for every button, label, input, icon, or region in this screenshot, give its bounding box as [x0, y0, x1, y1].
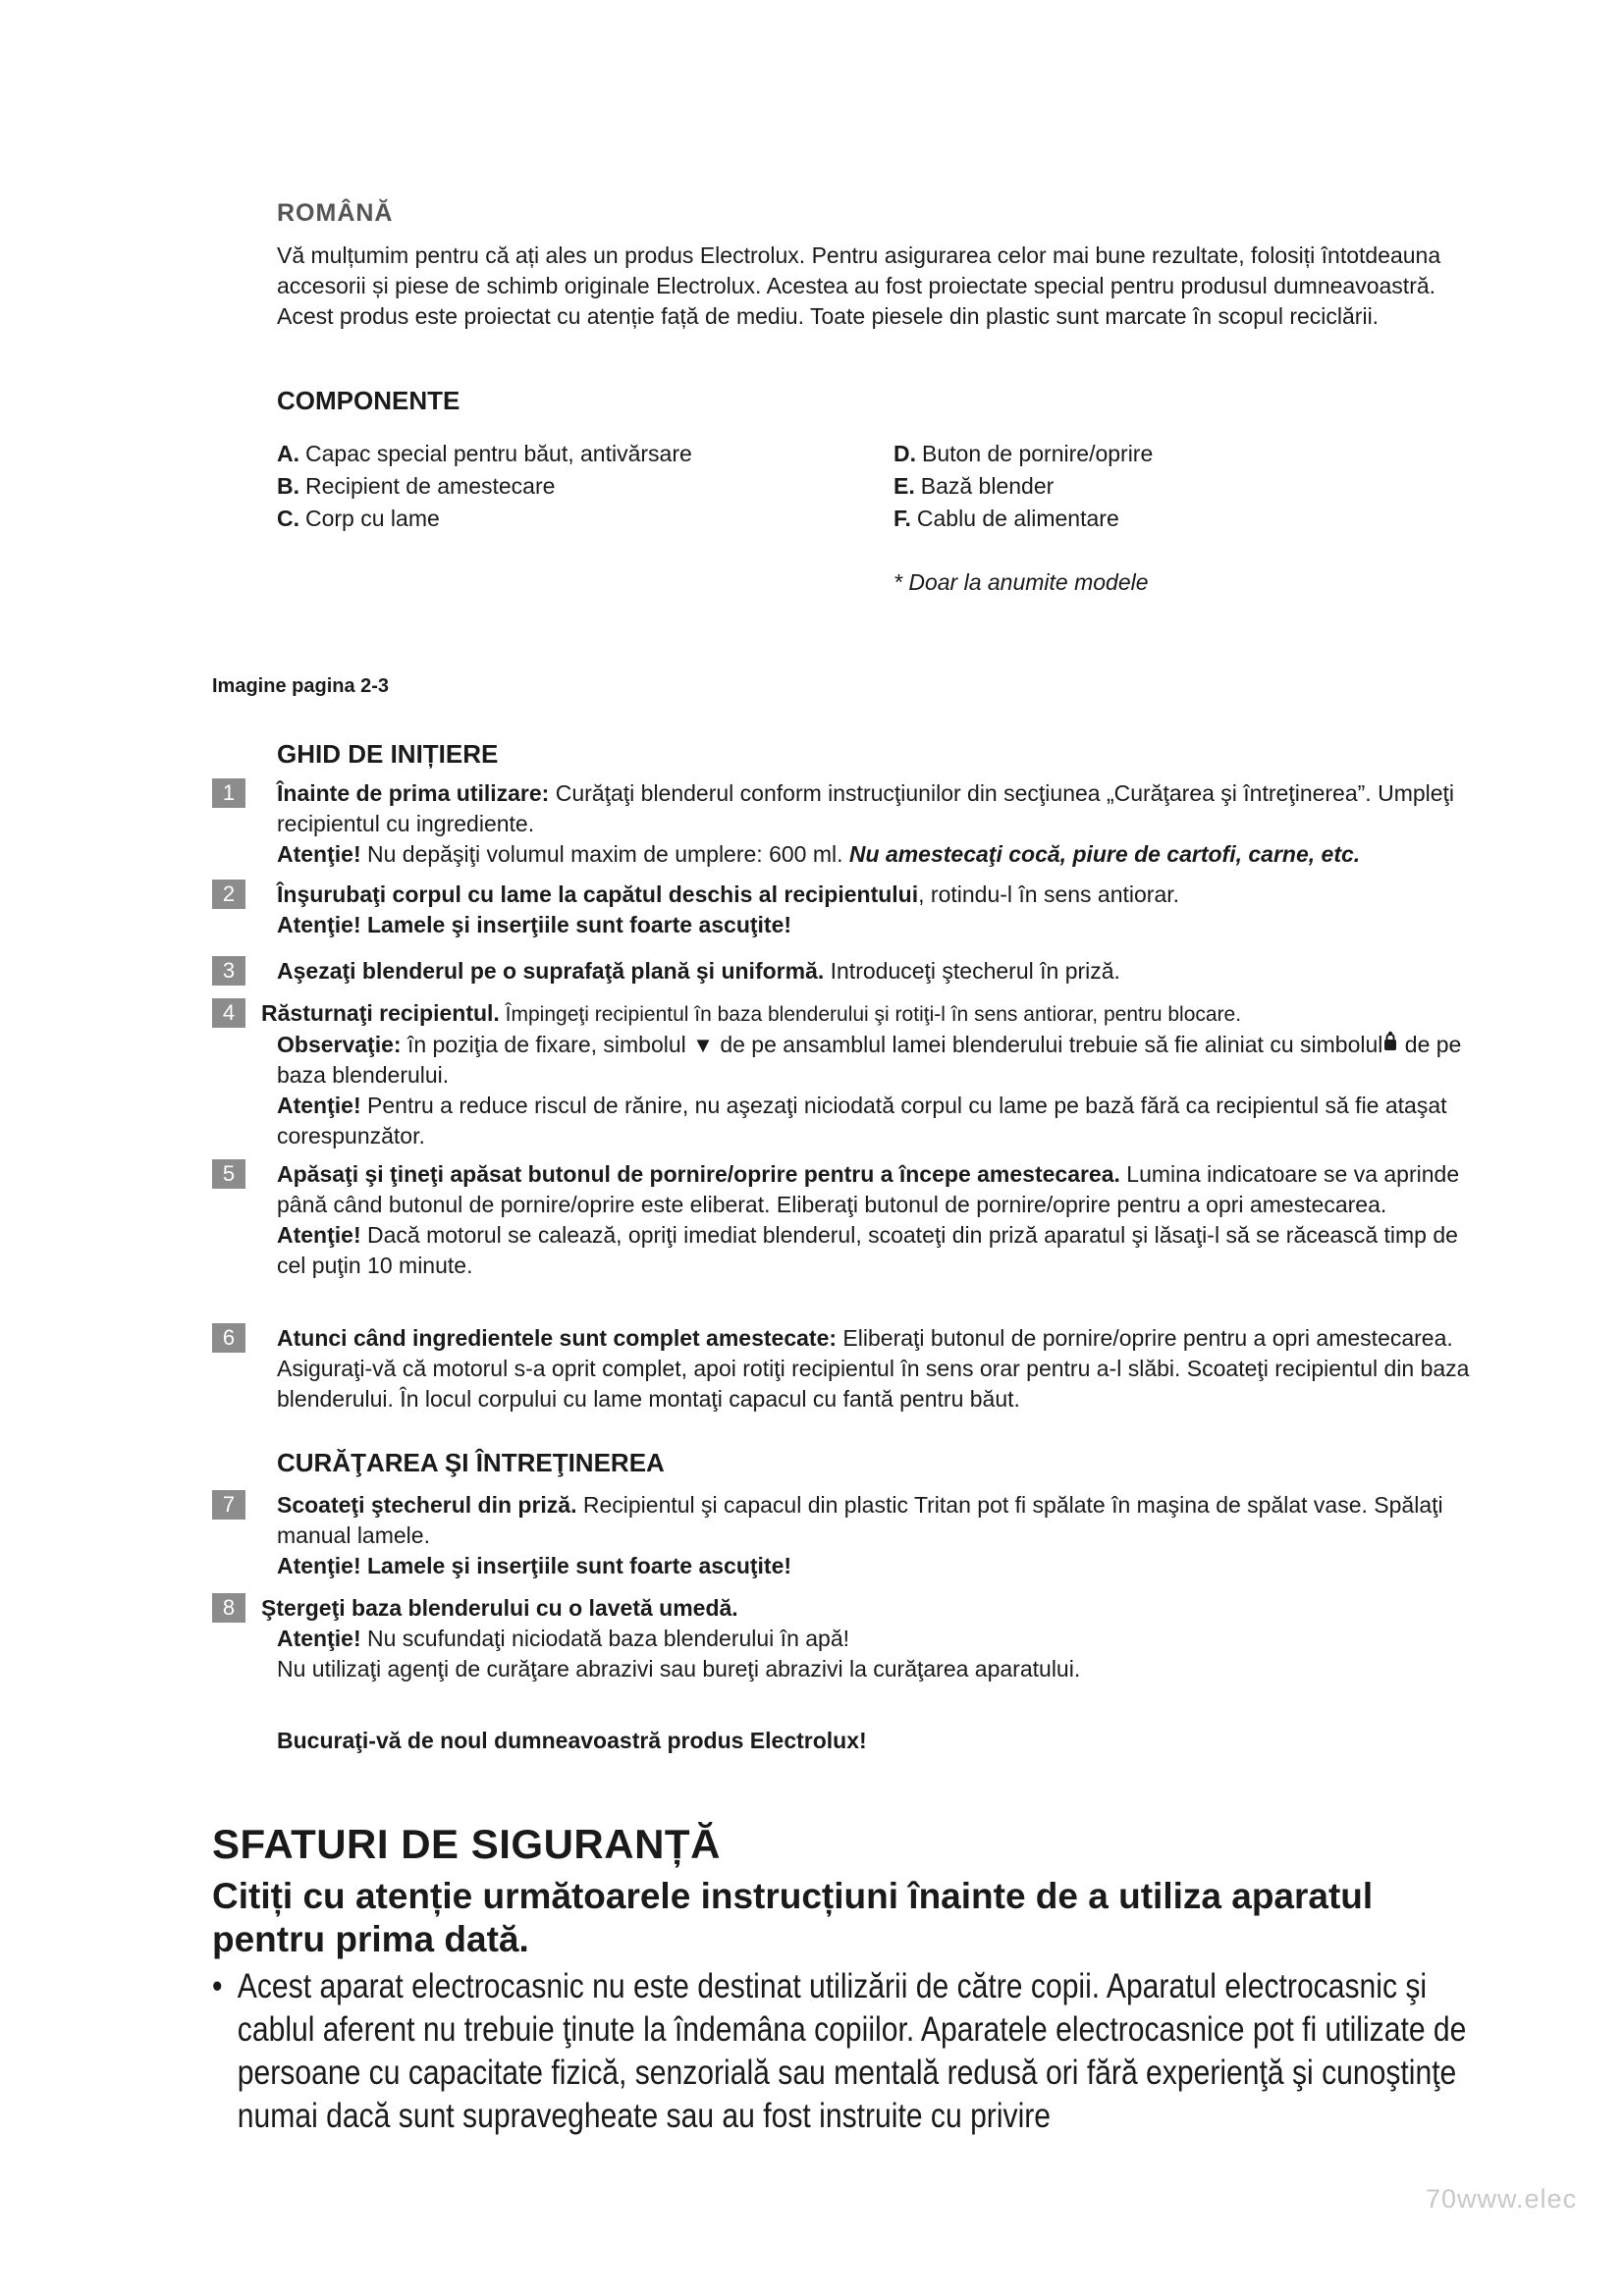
step-text: Răsturnaţi recipientul. Împingeţi recipientul în baza blenderului şi rotiţi-l în sens antiorar, pentru blocare. Observaţie: în poziţia de fixare, simbolul ▼ de pe ansamblul lamei blenderului trebuie să fie aliniat cu simbolul de pe baza blenderului. Atenţie! Pentru a reduce riscul de rănire, nu aşezaţi niciodată corpul cu lame pe bază fără ca recipientul să fie ataşat corespunzător. [261, 1000, 1462, 1148]
step-number: 2 [212, 880, 245, 909]
step-text: Înainte de prima utilizare: Curăţaţi blenderul conform instrucţiunilor din secţiunea „Curăţarea şi întreţinerea”. Umpleţi recipientul cu ingrediente. Atenţie! Nu depăşiţi volumul maxim de umplere: 600 ml. Nu amestecaţi cocă, piure de cartofi, carne, etc. [277, 780, 1455, 867]
cleaning-heading: CURĂŢAREA ŞI ÎNTREŢINEREA [277, 1448, 665, 1477]
step-text: Înşurubaţi corpul cu lame la capătul deschis al recipientului, rotindu-l în sens antiorar. Atenţie! Lamele şi inserţiile sunt foarte ascuţite! [277, 881, 1180, 937]
step-text: Apăsaţi şi ţineţi apăsat butonul de pornire/oprire pentru a începe amestecarea. Lumina indicatoare se va aprinde până când butonul de pornire/oprire este eliberat. Eliberaţi butonul de pornire/oprire pentru a opri amestecarea. Atenţie! Dacă motorul se calează, opriţi imediat blenderul, scoateţi din priză aparatul şi lăsaţi-l să se răcească timp de cel puţin 10 minute. [277, 1161, 1460, 1278]
component-item: A. Capac special pentru băut, antivărsare [277, 441, 692, 466]
models-note: * Doar la anumite modele [893, 569, 1149, 595]
step-text: Aşezaţi blenderul pe o suprafaţă plană şi uniformă. Introduceţi ştecherul în priză. [277, 958, 1120, 984]
step-number: 5 [212, 1159, 245, 1189]
components-list-right [893, 438, 1153, 535]
step-text: Ştergeţi baza blenderului cu o lavetă umedă. Atenţie! Nu scufundaţi niciodată baza blenderului în apă! Nu utilizaţi agenţi de curăţare abrazivi sau bureţi abrazivi la curăţarea aparatului. [261, 1595, 1081, 1682]
bullet-icon: • [212, 1967, 223, 2005]
step-text: Atunci când ingredientele sunt complet amestecate: Eliberaţi butonul de pornire/oprire pentru a opri amestecarea. Asiguraţi-vă că motorul s-a oprit complet, apoi rotiţi recipientul în sens orar pentru a-l slăbi. Scoateţi recipientul din baza blenderului. În locul corpului cu lame montaţi capacul cu fantă pentru băut. [277, 1325, 1470, 1412]
guide-heading: GHID DE INIȚIERE [277, 739, 499, 769]
intro-paragraph: Vă mulțumim pentru că ați ales un produs Electrolux. Pentru asigurarea celor mai bune rezultate, folosiți întotdeauna accesorii și piese de schimb originale Electrolux. Acestea au fost proiectate special pentru produsul dumneavoastră. Acest produs este proiectat cu atenție față de mediu. Toate piesele din plastic sunt marcate în scopul reciclării. [277, 242, 1441, 329]
arrow-down-icon: ▼ [692, 1033, 714, 1057]
step-text: Scoateţi ştecherul din priză. Recipientul şi capacul din plastic Tritan pot fi spălate în maşina de spălat vase. Spălaţi manual lamele. Atenţie! Lamele şi inserţiile sunt foarte ascuţite! [277, 1492, 1443, 1578]
step-number: 1 [212, 778, 245, 808]
language-heading: ROMÂNĂ [277, 199, 394, 227]
lock-icon [1382, 1032, 1398, 1057]
safety-subheading: Citiți cu atenție următoarele instrucțiuni înainte de a utiliza aparatul pentru prima dată. [212, 1876, 1374, 1959]
closing-message: Bucuraţi-vă de noul dumneavoastră produs Electrolux! [277, 1728, 867, 1753]
component-item: C. Corp cu lame [277, 506, 440, 531]
bullet-text: Acest aparat electrocasnic nu este destinat utilizării de către copii. Aparatul electrocasnic şi cablul aferent nu trebuie ţinute la îndemâna copiilor. Aparatele electrocasnice pot fi utilizate de persoane cu capacitate fizică, senzorială sau mentală redusă ori fără experienţă şi cunoştinţe numai dacă sunt supravegheate sau au fost instruite cu privire [237, 1967, 1467, 2135]
image-reference: Imagine pagina 2-3 [212, 675, 390, 697]
page-footer: 70www.elec [1426, 2184, 1578, 2214]
component-item: F. Cablu de alimentare [893, 506, 1119, 531]
component-item: E. Bază blender [893, 473, 1055, 499]
step-number: 6 [212, 1323, 245, 1353]
safety-heading: SFATURI DE SIGURANȚĂ [212, 1821, 721, 1867]
component-item: B. Recipient de amestecare [277, 473, 556, 499]
components-list-left [277, 438, 692, 535]
step-number: 3 [212, 956, 245, 986]
component-item: D. Buton de pornire/oprire [893, 441, 1154, 466]
step-number: 4 [212, 998, 245, 1028]
step-number: 7 [212, 1490, 245, 1520]
components-heading: COMPONENTE [277, 386, 460, 415]
step-number: 8 [212, 1593, 245, 1623]
